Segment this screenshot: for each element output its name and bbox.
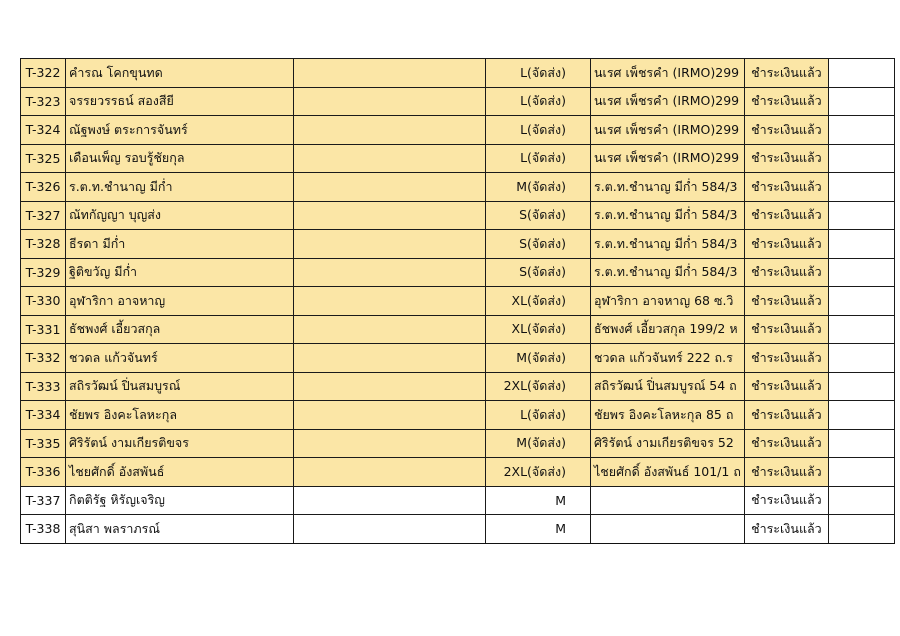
name-cell: ธัชพงศ์ เอี้ยวสกุล [66,315,294,344]
address-cell: นเรศ เพ็ชรคำ (IRMO)299 [591,144,745,173]
extra-cell [828,344,894,373]
blank-cell [294,116,486,145]
code-cell: T-322 [21,59,66,88]
table-row [21,458,895,487]
size-cell: 2XL(จัดส่ง) [486,372,591,401]
extra-cell [828,173,894,202]
status-cell: ชำระเงินแล้ว [744,515,828,544]
table-row [21,287,895,316]
address-cell [591,486,745,515]
table-row [21,144,895,173]
extra-cell [828,372,894,401]
extra-cell [828,429,894,458]
status-cell: ชำระเงินแล้ว [744,401,828,430]
size-cell: S(จัดส่ง) [486,258,591,287]
table-row [21,230,895,259]
blank-cell [294,144,486,173]
status-cell: ชำระเงินแล้ว [744,116,828,145]
name-cell: ฐิติขวัญ มีก่ำ [66,258,294,287]
name-cell: ร.ต.ท.ชำนาญ มีก่ำ [66,173,294,202]
table-row [21,401,895,430]
size-cell: L(จัดส่ง) [486,144,591,173]
size-cell: L(จัดส่ง) [486,87,591,116]
size-cell: XL(จัดส่ง) [486,287,591,316]
extra-cell [828,116,894,145]
blank-cell [294,315,486,344]
size-cell: L(จัดส่ง) [486,59,591,88]
size-cell: S(จัดส่ง) [486,230,591,259]
address-cell: นเรศ เพ็ชรคำ (IRMO)299 [591,59,745,88]
address-cell [591,515,745,544]
address-cell: ร.ต.ท.ชำนาญ มีก่ำ 584/3 [591,230,745,259]
table-row [21,116,895,145]
name-cell: ณัฐพงษ์ ตระการจันทร์ [66,116,294,145]
blank-cell [294,458,486,487]
code-cell: T-337 [21,486,66,515]
code-cell: T-326 [21,173,66,202]
code-cell: T-330 [21,287,66,316]
address-cell: ร.ต.ท.ชำนาญ มีก่ำ 584/3 [591,201,745,230]
blank-cell [294,173,486,202]
address-cell: ศิริรัตน์ งามเกียรติขจร 52 [591,429,745,458]
size-cell: L(จัดส่ง) [486,116,591,145]
code-cell: T-334 [21,401,66,430]
blank-cell [294,230,486,259]
name-cell: สถิรวัฒน์ ปิ่นสมบูรณ์ [66,372,294,401]
status-cell: ชำระเงินแล้ว [744,486,828,515]
blank-cell [294,258,486,287]
extra-cell [828,486,894,515]
address-cell: นเรศ เพ็ชรคำ (IRMO)299 [591,116,745,145]
blank-cell [294,372,486,401]
size-cell: XL(จัดส่ง) [486,315,591,344]
size-cell: M [486,515,591,544]
blank-cell [294,87,486,116]
extra-cell [828,59,894,88]
extra-cell [828,201,894,230]
status-cell: ชำระเงินแล้ว [744,173,828,202]
size-cell: M(จัดส่ง) [486,344,591,373]
name-cell: ธีรดา มีก่ำ [66,230,294,259]
table-row [21,201,895,230]
status-cell: ชำระเงินแล้ว [744,59,828,88]
status-cell: ชำระเงินแล้ว [744,315,828,344]
address-cell: ชวดล แก้วจันทร์ 222 ถ.ร [591,344,745,373]
status-cell: ชำระเงินแล้ว [744,458,828,487]
code-cell: T-327 [21,201,66,230]
name-cell: ณัทกัญญา บุญส่ง [66,201,294,230]
blank-cell [294,515,486,544]
table-row [21,315,895,344]
blank-cell [294,287,486,316]
extra-cell [828,287,894,316]
address-cell: อุฬาริกา อาจหาญ 68 ซ.วิ [591,287,745,316]
address-cell: นเรศ เพ็ชรคำ (IRMO)299 [591,87,745,116]
extra-cell [828,401,894,430]
blank-cell [294,201,486,230]
blank-cell [294,486,486,515]
extra-cell [828,315,894,344]
address-cell: ร.ต.ท.ชำนาญ มีก่ำ 584/3 [591,173,745,202]
extra-cell [828,258,894,287]
size-cell: S(จัดส่ง) [486,201,591,230]
status-cell: ชำระเงินแล้ว [744,144,828,173]
size-cell: M(จัดส่ง) [486,173,591,202]
name-cell: ชัยพร อิงคะโลหะกุล [66,401,294,430]
code-cell: T-323 [21,87,66,116]
code-cell: T-332 [21,344,66,373]
code-cell: T-335 [21,429,66,458]
blank-cell [294,429,486,458]
table-row [21,87,895,116]
address-cell: ไชยศักดิ์ อังสพันธ์ 101/1 ถ [591,458,745,487]
extra-cell [828,87,894,116]
extra-cell [828,230,894,259]
name-cell: ไชยศักดิ์ อังสพันธ์ [66,458,294,487]
table-row [21,372,895,401]
name-cell: ศิริรัตน์ งามเกียรติขจร [66,429,294,458]
code-cell: T-328 [21,230,66,259]
status-cell: ชำระเงินแล้ว [744,230,828,259]
code-cell: T-336 [21,458,66,487]
name-cell: คำรณ โคกขุนทด [66,59,294,88]
code-cell: T-333 [21,372,66,401]
code-cell: T-338 [21,515,66,544]
address-cell: สถิรวัฒน์ ปิ่นสมบูรณ์ 54 ถ [591,372,745,401]
table-row [21,344,895,373]
table-row [21,59,895,88]
extra-cell [828,144,894,173]
size-cell: M [486,486,591,515]
code-cell: T-325 [21,144,66,173]
blank-cell [294,59,486,88]
status-cell: ชำระเงินแล้ว [744,344,828,373]
name-cell: สุนิสา พลราภรณ์ [66,515,294,544]
size-cell: L(จัดส่ง) [486,401,591,430]
status-cell: ชำระเงินแล้ว [744,87,828,116]
extra-cell [828,515,894,544]
name-cell: อุฬาริกา อาจหาญ [66,287,294,316]
name-cell: จรรยวรรธน์ สองสียี [66,87,294,116]
extra-cell [828,458,894,487]
size-cell: 2XL(จัดส่ง) [486,458,591,487]
table-row [21,258,895,287]
table-row [21,173,895,202]
status-cell: ชำระเงินแล้ว [744,201,828,230]
address-cell: ชัยพร อิงคะโลหะกุล 85 ถ [591,401,745,430]
code-cell: T-329 [21,258,66,287]
name-cell: กิตติรัฐ หิรัญเจริญ [66,486,294,515]
code-cell: T-331 [21,315,66,344]
table-row [21,486,895,515]
address-cell: ร.ต.ท.ชำนาญ มีก่ำ 584/3 [591,258,745,287]
status-cell: ชำระเงินแล้ว [744,429,828,458]
blank-cell [294,401,486,430]
address-cell: ธัชพงศ์ เอี้ยวสกุล 199/2 ห [591,315,745,344]
status-cell: ชำระเงินแล้ว [744,287,828,316]
status-cell: ชำระเงินแล้ว [744,258,828,287]
size-cell: M(จัดส่ง) [486,429,591,458]
table-row [21,515,895,544]
code-cell: T-324 [21,116,66,145]
order-table [20,58,895,544]
table-row [21,429,895,458]
status-cell: ชำระเงินแล้ว [744,372,828,401]
blank-cell [294,344,486,373]
name-cell: ชวดล แก้วจันทร์ [66,344,294,373]
name-cell: เดือนเพ็ญ รอบรู้ชัยกุล [66,144,294,173]
